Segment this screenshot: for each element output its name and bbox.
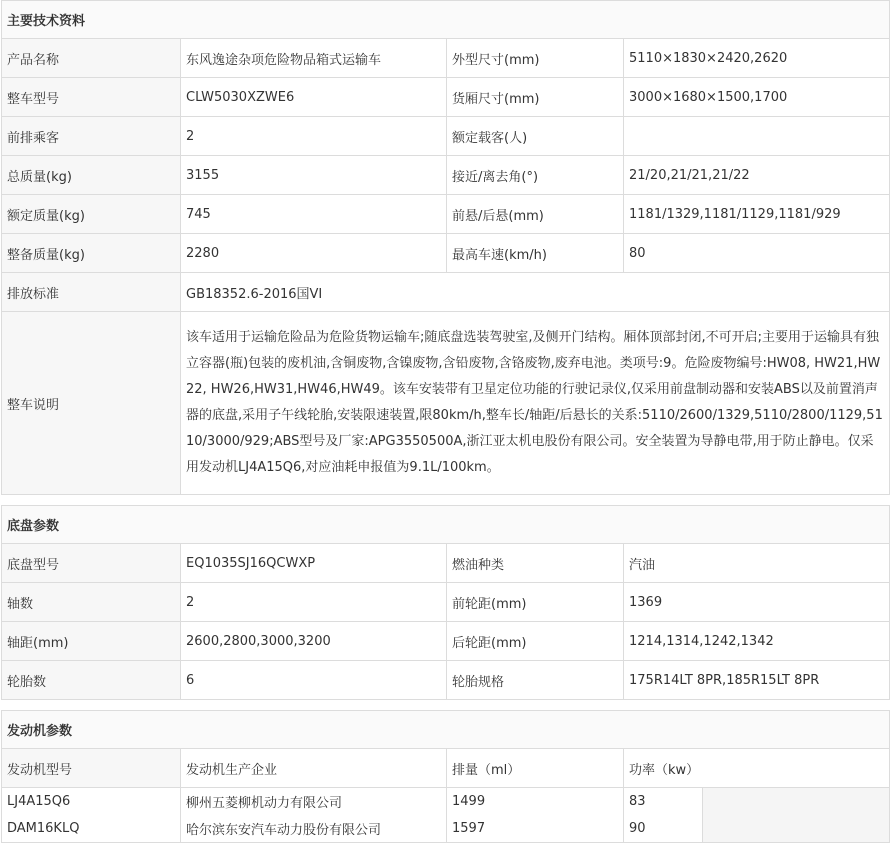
chassis-value-2: 汽油: [624, 544, 890, 583]
tech-value-1: 2280: [181, 234, 447, 273]
chassis-row: [2, 544, 890, 583]
tech-value-1: 745: [181, 195, 447, 234]
tech-label-1: 总质量(kg): [2, 156, 181, 195]
engine-blank-cell: [703, 788, 890, 843]
engine-title: 发动机参数: [2, 711, 890, 749]
chassis-title: 底盘参数: [2, 506, 890, 544]
chassis-value-1: 6: [181, 661, 447, 700]
chassis-value-1: 2600,2800,3000,3200: [181, 622, 447, 661]
tech-label-1: 前排乘客: [2, 117, 181, 156]
engine-maker-2: 哈尔滨东安汽车动力股份有限公司: [181, 815, 447, 843]
tech-title: 主要技术资料: [2, 1, 890, 39]
tech-label-2: 货厢尺寸(mm): [447, 78, 624, 117]
chassis-value-2: 1369: [624, 583, 890, 622]
engine-header-maker: 发动机生产企业: [181, 749, 447, 788]
tech-label-2: 外型尺寸(mm): [447, 39, 624, 78]
chassis-value-1: 2: [181, 583, 447, 622]
engine-maker-1: 柳州五菱柳机动力有限公司: [181, 788, 447, 816]
chassis-row: [2, 622, 890, 661]
chassis-label-1: 轴距(mm): [2, 622, 181, 661]
chassis-label-1: 底盘型号: [2, 544, 181, 583]
emission-value: GB18352.6-2016国VI: [181, 273, 890, 312]
desc-text: 该车适用于运输危险品为危险货物运输车;随底盘选装驾驶室,及侧开门结构。厢体顶部封闭,不可开启;主要用于运输具有独立容器(瓶)包装的废机油,含铜废物,含镍废物,含铅废物,含铬废物,废弃电池。类项号:9。危险废物编号:HW08, HW21,HW22, HW26,HW31,HW46,HW49。该车安装带有卫星定位功能的行驶记录仪,仅采用前盘制动器和安装ABS以及前置消声器的底盘,采用子午线轮胎,安装限速装置,限80km/h,整车长/轴距/后悬长的关系:5110/2600/1329,5110/2800/1129,5110/3000/929;ABS型号及厂家:APG3550500A,浙江亚太机电股份有限公司。安全装置为导静电带,用于防止静电。仅采用发动机LJ4A15Q6,对应油耗申报值为9.1L/100km。: [181, 312, 890, 495]
tech-label-1: 产品名称: [2, 39, 181, 78]
chassis-label-2: 轮胎规格: [447, 661, 624, 700]
desc-label: 整车说明: [2, 312, 181, 495]
tech-value-2: 21/20,21/21,21/22: [624, 156, 890, 195]
engine-header-model: 发动机型号: [2, 749, 181, 788]
tech-label-2: 最高车速(km/h): [447, 234, 624, 273]
tech-row: [2, 234, 890, 273]
tech-value-2: 5110×1830×2420,2620: [624, 39, 890, 78]
tech-value-1: 3155: [181, 156, 447, 195]
engine-displacement-1: 1499: [447, 788, 624, 816]
chassis-row: [2, 583, 890, 622]
chassis-label-1: 轴数: [2, 583, 181, 622]
chassis-label-2: 燃油种类: [447, 544, 624, 583]
engine-model-1: LJ4A15Q6: [2, 788, 181, 816]
chassis-value-1: EQ1035SJ16QCWXP: [181, 544, 447, 583]
chassis-label-2: 后轮距(mm): [447, 622, 624, 661]
tech-value-2: 80: [624, 234, 890, 273]
tech-row: [2, 39, 890, 78]
chassis-label-2: 前轮距(mm): [447, 583, 624, 622]
engine-displacement-2: 1597: [447, 815, 624, 843]
tech-label-1: 额定质量(kg): [2, 195, 181, 234]
tech-value-1: 东风逸途杂项危险物品箱式运输车: [181, 39, 447, 78]
tech-row: [2, 156, 890, 195]
tech-value-2: [624, 117, 890, 156]
chassis-value-2: 1214,1314,1242,1342: [624, 622, 890, 661]
engine-header-displacement: 排量（ml）: [447, 749, 624, 788]
chassis-table: [1, 505, 890, 700]
tech-label-1: 整车型号: [2, 78, 181, 117]
tech-value-1: CLW5030XZWE6: [181, 78, 447, 117]
tech-label-2: 额定载客(人): [447, 117, 624, 156]
tech-label-2: 前悬/后悬(mm): [447, 195, 624, 234]
tech-value-2: 3000×1680×1500,1700: [624, 78, 890, 117]
tech-row: [2, 117, 890, 156]
tech-label-2: 接近/离去角(°): [447, 156, 624, 195]
tech-value-2: 1181/1329,1181/1129,1181/929: [624, 195, 890, 234]
tech-label-1: 整备质量(kg): [2, 234, 181, 273]
emission-label: 排放标准: [2, 273, 181, 312]
tech-row: [2, 195, 890, 234]
engine-power-1: 83: [624, 788, 703, 816]
tech-value-1: 2: [181, 117, 447, 156]
chassis-value-2: 175R14LT 8PR,185R15LT 8PR: [624, 661, 890, 700]
tech-row: [2, 78, 890, 117]
chassis-row: [2, 661, 890, 700]
chassis-label-1: 轮胎数: [2, 661, 181, 700]
engine-table: [1, 710, 890, 843]
engine-header-power: 功率（kw）: [624, 749, 890, 788]
engine-power-2: 90: [624, 815, 703, 843]
engine-model-2: DAM16KLQ: [2, 815, 181, 843]
tech-table: [1, 0, 890, 495]
